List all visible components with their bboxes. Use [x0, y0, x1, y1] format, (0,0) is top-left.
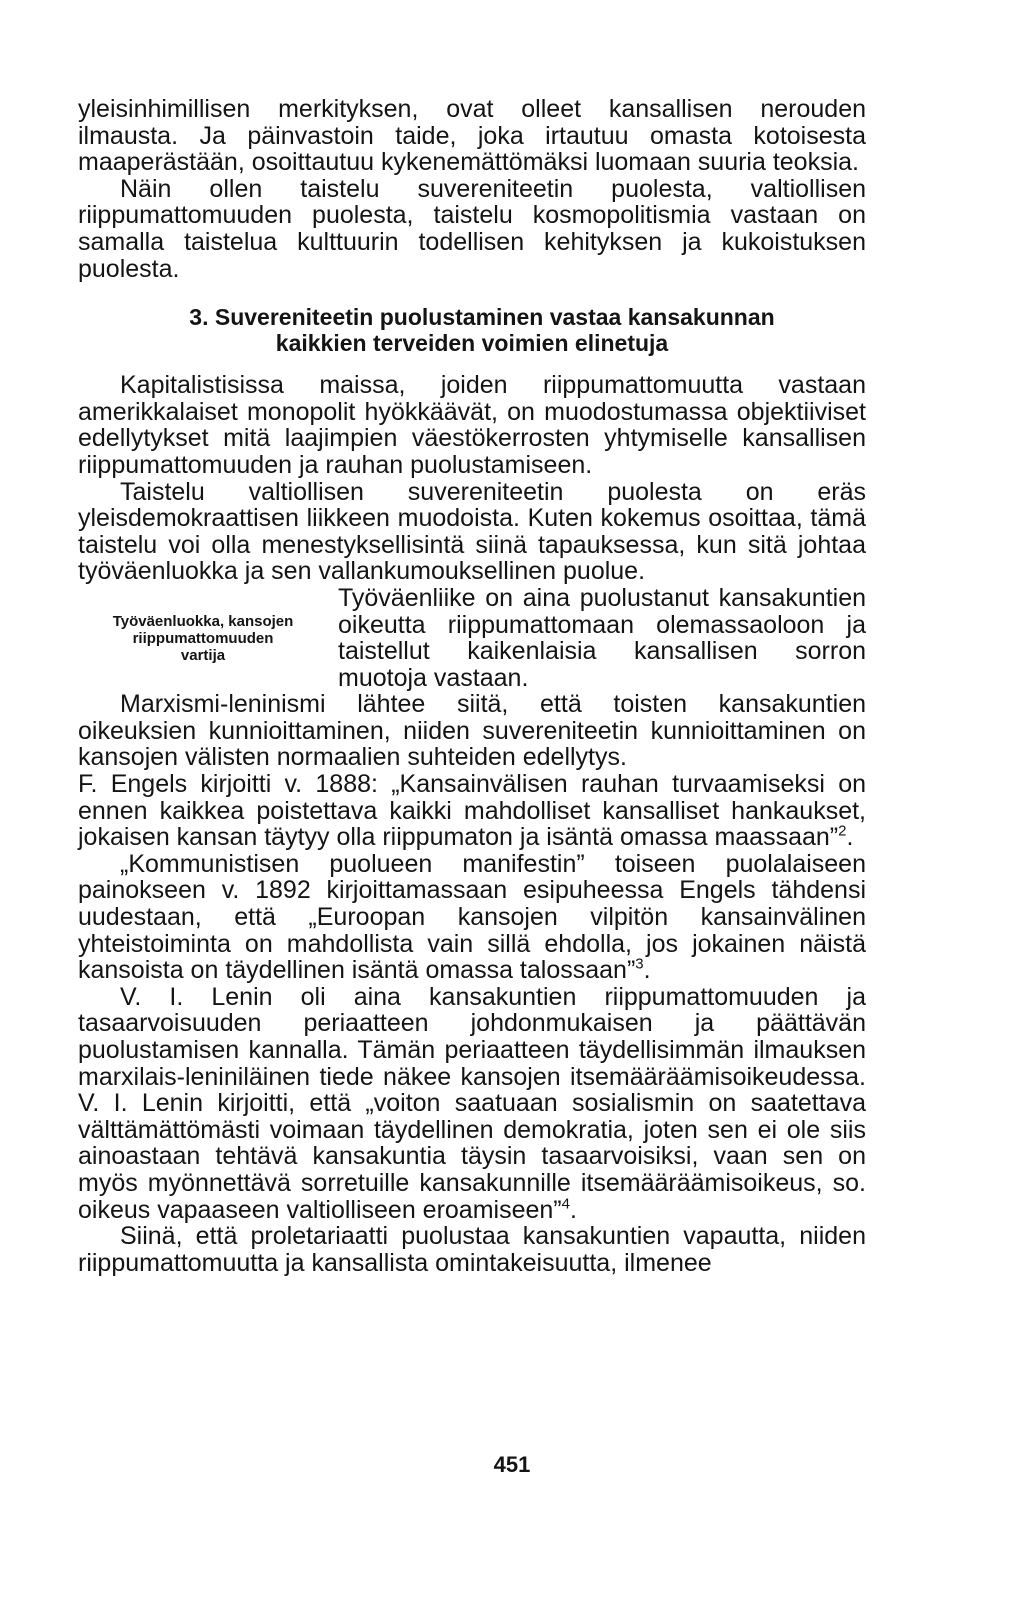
margin-sidenote	[78, 585, 328, 664]
engels-1892-text: „Kommunistisen puolueen manifestin” toiseen puolalaiseen painokseen v. 1892 kirjoittamassaan esipuheessa Engels tähdensi uudestaan, että „Euroopan kansojen vilpitön kansainvälinen yhteistoiminta on mahdollista vain sillä ehdolla, jos jokainen näistä kansoista on täydellinen isäntä omassa talossaan”	[78, 849, 866, 985]
footnote-ref-3: 3	[635, 955, 644, 973]
engels-1888-text: F. Engels kirjoitti v. 1888: „Kansainvälisen rauhan turvaamiseksi on ennen kaikkea poistettava kaikki mahdolliset kansalliset hankaukset, jokaisen kansan täytyy olla riippumaton ja isäntä omassa maassaan”	[78, 770, 866, 852]
paragraph-marxism-leninism: Marxismi-leninismi lähtee siitä, että toisten kansakuntien oikeuksien kunnioittaminen, niiden suvereniteetin kunnioittaminen on kansojen välisten normaalien suhteiden edellytys.	[78, 690, 866, 772]
paragraph-art-nationality: yleisinhimillisen merkityksen, ovat olleet kansallisen nerouden ilmausta. Ja päinvastoin taide, joka irtautuu omasta kotoisesta maaperästään, osoittautuu kykenemättömäksi luomaan suuria teoksia.	[78, 95, 866, 177]
paragraph-lenin: V. I. Lenin oli aina kansakuntien riippumattomuuden ja tasaarvoisuuden periaatteen johdonmukaisen ja päättävän puolustamisen kannalla. Tämän periaatteen täydellisimmän ilmauksen marxilais-leniniläinen tiede näkee kansojen itsemääräämisoikeudessa. V. I. Lenin kirjoitti, että „voiton saatuaan sosialismin on saatettava välttämättömästi voimaan täydellinen demokratia, joten sen ei ole siis ainoastaan tehtävä kansakuntia täysin tasaarvoisiksi, vaan sen on myös myönnettävä sorretuille kansakunnille itsemääräämisoikeus, so. oikeus vapaaseen valtiolliseen eroamiseen”$^4$.	[78, 982, 866, 1224]
sidenote-block	[78, 585, 866, 691]
paragraph-workers-movement: Työväenliike on aina puolustanut kansakuntien oikeutta riippumattomaan olemassaoloon ja taistellut kaikenlaisia kansallisen sorron muotoja vastaan.	[338, 583, 866, 692]
sidenote-line-2: riippumattomuuden	[132, 629, 274, 647]
sidenote-line-1: Työväenluokka, kansojen	[112, 612, 294, 630]
paragraph-sovereignty-struggle: Näin ollen taistelu suvereniteetin puolesta, valtiollisen riippumattomuuden puolesta, taistelu kosmopolitismia vastaan on samalla taistelua kulttuurin todellisen kehityksen ja kukoistuksen puolesta.	[78, 174, 866, 283]
paragraph-proletariat: Siinä, että proletariaatti puolustaa kansakuntien vapautta, niiden riippumattomuutta ja kansallista omintakeisuutta, ilmenee	[78, 1222, 866, 1277]
footnote-ref-4: 4	[561, 1195, 570, 1213]
section-heading-line-2: kaikkien terveiden voimien elinetuja	[275, 330, 669, 357]
paragraph-engels-1888: F. Engels kirjoitti v. 1888: „Kansainvälisen rauhan turvaamiseksi on ennen kaikkea poistettava kaikki mahdolliset kansalliset hankaukset, jokaisen kansan täytyy olla riippumaton ja isäntä omassa maassaan”$^2$.	[78, 770, 866, 852]
lenin-text: V. I. Lenin oli aina kansakuntien riippumattomuuden ja tasaarvoisuuden periaatteen johdonmukaisen ja päättävän puolustamisen kannalla. Tämän periaatteen täydellisimmän ilmauksen marxilais-leniniläinen tiede näkee kansojen itsemääräämisoikeudessa. V. I. Lenin kirjoitti, että „voiton saatuaan sosialismin on saatettava välttämättömästi voimaan täydellinen demokratia, joten sen ei ole siis ainoastaan tehtävä kansakuntia täysin tasaarvoisiksi, vaan sen on myös myönnettävä sorretuille kansakunnille itsemääräämisoikeus, so. oikeus vapaaseen valtiolliseen eroamiseen”	[78, 982, 866, 1224]
paragraph-engels-1892: „Kommunistisen puolueen manifestin” toiseen puolalaiseen painokseen v. 1892 kirjoittamassaan esipuheessa Engels tähdensi uudestaan, että „Euroopan kansojen vilpitön kansainvälinen yhteistoiminta on mahdollista vain sillä ehdolla, jos jokainen näistä kansoista on täydellinen isäntä omassa talossaan”$^3$.	[78, 849, 866, 985]
section-heading-line-1: 3. Suvereniteetin puolustaminen vastaa kansakunnan	[189, 304, 775, 331]
page-number: 451	[493, 1452, 531, 1477]
paragraph-general-democratic-movement: Taistelu valtiollisen suvereniteetin puolesta on eräs yleisdemokraattisen liikkeen muodoista. Kuten kokemus osoittaa, tämä taistelu voi olla menestyksellisintä siinä tapauksessa, kun sitä johtaa työväenluokka ja sen vallankumouksellinen puolue.	[78, 477, 866, 586]
section-heading	[78, 304, 866, 356]
footnote-ref-2: 2	[838, 822, 847, 840]
paragraph-capitalist-countries: Kapitalistisissa maissa, joiden riippumattomuutta vastaan amerikkalaiset monopolit hyökkäävät, on muodostumassa objektiiviset edellytykset mitä laajimpien väestökerrosten yhtymiselle kansallisen riippumattomuuden ja rauhan puolustamiseen.	[78, 371, 866, 479]
sidenote-line-3: vartija	[180, 646, 226, 664]
page-text-column	[78, 96, 866, 1276]
